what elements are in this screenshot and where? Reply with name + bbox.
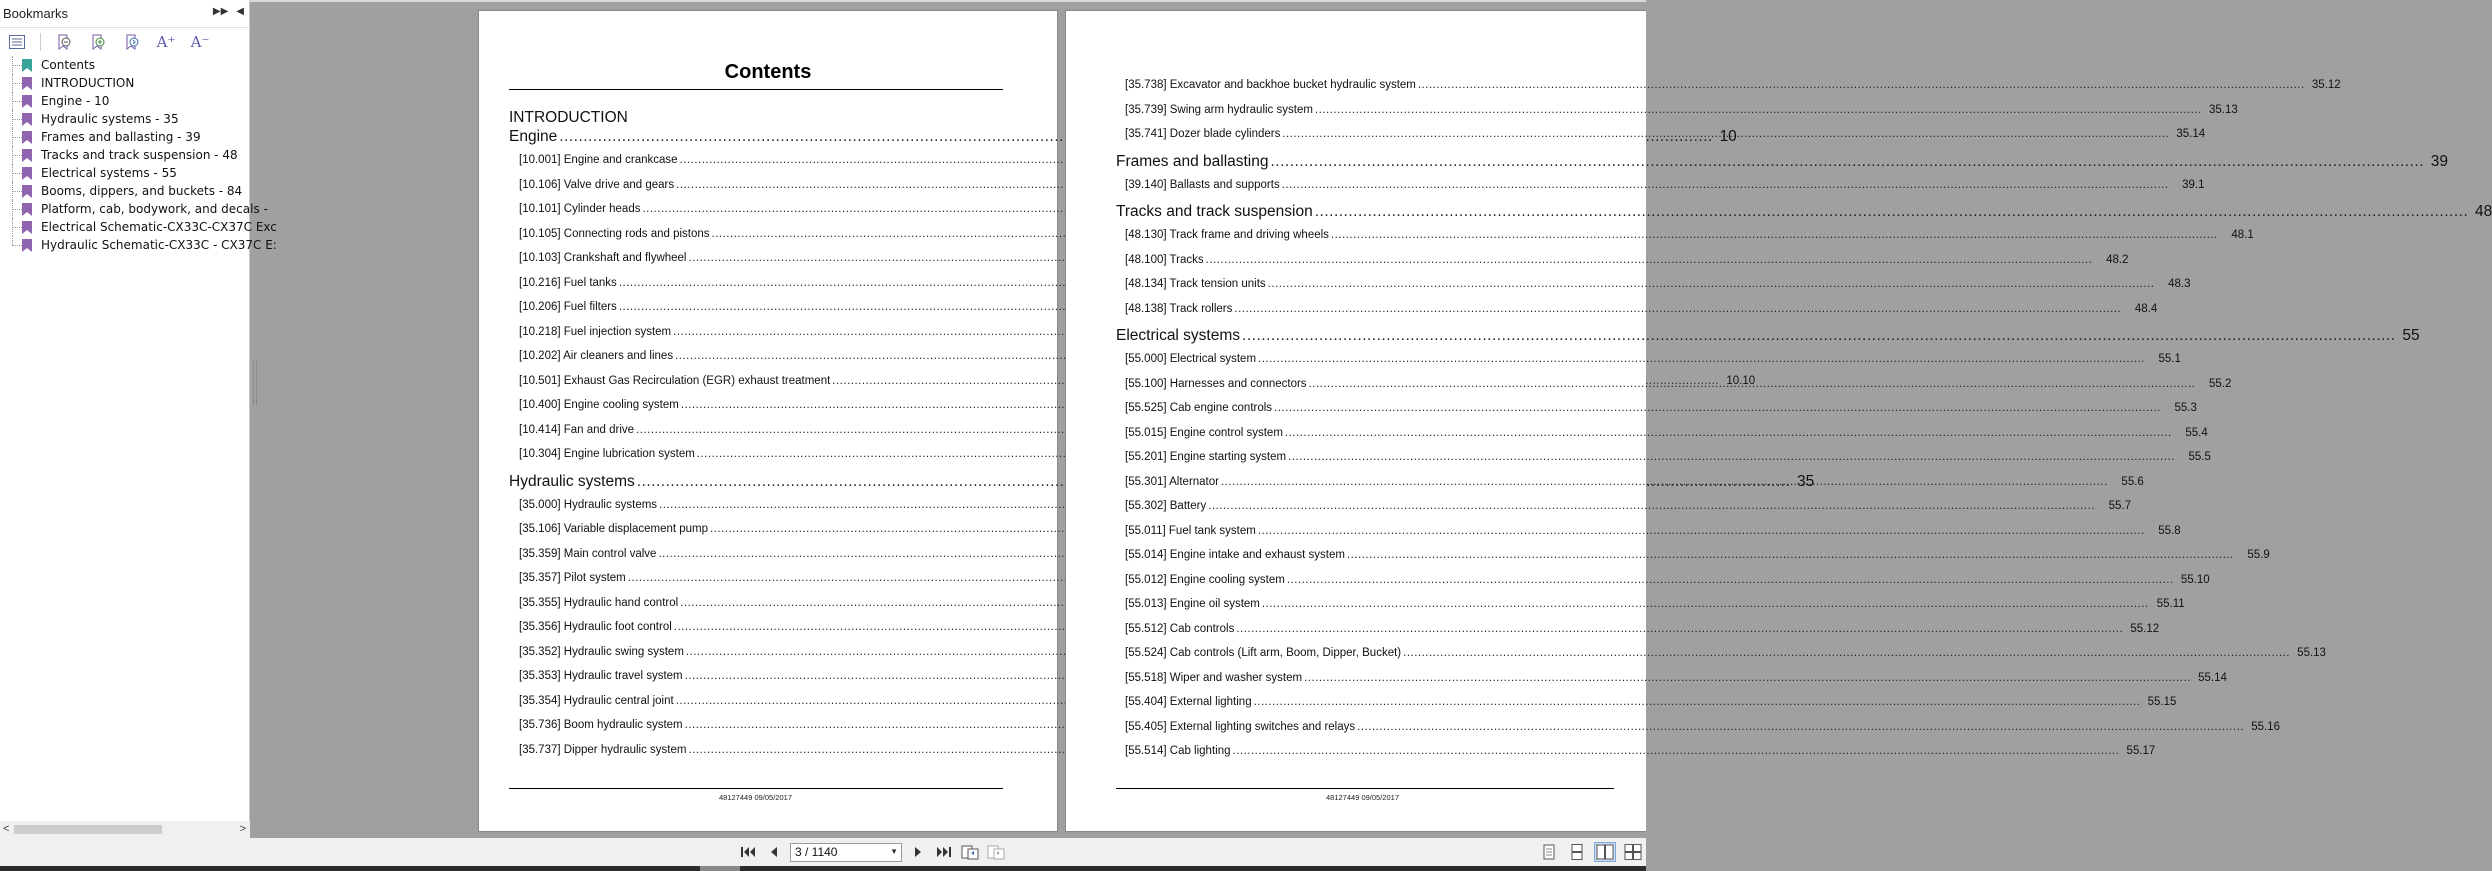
dot-leader bbox=[1288, 451, 2175, 463]
toc-subsection-entry[interactable] bbox=[1125, 720, 2280, 733]
bookmarks-horizontal-scrollbar[interactable] bbox=[0, 821, 250, 838]
toc-entry-text: [55.011] Fuel tank system bbox=[1125, 524, 1256, 537]
dot-leader bbox=[1271, 153, 2425, 171]
page-footer: 48127449 09/05/2017 bbox=[719, 793, 792, 802]
toc-entry-text: [35.359] Main control valve bbox=[519, 547, 657, 560]
dot-leader bbox=[1309, 378, 2196, 390]
toc-page-number: 55.8 bbox=[2158, 524, 2181, 537]
collapse-panel-icon[interactable]: ◀ bbox=[236, 6, 244, 17]
toc-subsection-entry[interactable] bbox=[1125, 178, 2205, 191]
toc-entry-text: [48.138] Track rollers bbox=[1125, 302, 1233, 315]
bookmark-label: Frames and ballasting - 39 bbox=[41, 130, 201, 144]
bookmark-item[interactable] bbox=[0, 164, 250, 182]
bookmark-label: Hydraulic Schematic-CX33C - CX37C E: bbox=[41, 238, 277, 252]
toc-page-number: 48.1 bbox=[2231, 229, 2254, 241]
tree-line bbox=[12, 137, 22, 138]
bookmark-item[interactable] bbox=[0, 128, 250, 146]
toc-page-number: 35.13 bbox=[2208, 103, 2238, 116]
toc-subsection-entry[interactable] bbox=[519, 572, 985, 584]
tree-line bbox=[12, 119, 22, 120]
toc-subsection-entry[interactable] bbox=[1125, 524, 2181, 537]
toc-subsection-entry[interactable] bbox=[519, 399, 985, 411]
toc-page-number: 55.11 bbox=[2156, 598, 2185, 610]
toc-entry-text: [35.357] Pilot system bbox=[519, 572, 626, 584]
toc-entry-text: [39.140] Ballasts and supports bbox=[1125, 178, 1280, 191]
first-page-icon[interactable] bbox=[738, 842, 758, 862]
title-rule bbox=[509, 89, 1003, 90]
toc-entry-text: [10.216] Fuel tanks bbox=[519, 276, 617, 289]
toc-subsection-entry[interactable] bbox=[519, 448, 985, 460]
toc-subsection-entry[interactable] bbox=[1125, 402, 2197, 414]
dot-leader bbox=[1315, 203, 2469, 221]
previous-view-icon[interactable] bbox=[960, 842, 980, 862]
bookmark-flag-icon bbox=[22, 95, 32, 108]
bookmark-flag-icon bbox=[22, 149, 32, 162]
toc-subsection-entry[interactable] bbox=[519, 646, 985, 658]
bookmark-goto-icon[interactable] bbox=[121, 31, 143, 53]
dot-leader bbox=[1285, 427, 2172, 439]
dot-leader bbox=[1331, 229, 2218, 241]
toc-entry-text: [55.525] Cab engine controls bbox=[1125, 402, 1273, 414]
toc-entry-text: [10.304] Engine lubrication system bbox=[519, 448, 695, 460]
toc-entry-text: Electrical systems bbox=[1116, 327, 1241, 344]
toc-entry-text: Tracks and track suspension bbox=[1116, 203, 1313, 220]
toc-section-entry[interactable] bbox=[1116, 203, 2492, 221]
next-page-icon[interactable] bbox=[908, 842, 928, 862]
dot-leader bbox=[1274, 402, 2161, 414]
toc-entry-text: [55.100] Harnesses and connectors bbox=[1125, 377, 1307, 390]
dot-leader bbox=[1282, 128, 2169, 140]
toc-page-number: 39 bbox=[2430, 152, 2449, 170]
toc-entry-text: [48.100] Tracks bbox=[1125, 253, 1204, 266]
dot-leader bbox=[1304, 672, 2191, 684]
toc-entry-text: [55.301] Alternator bbox=[1125, 475, 1219, 488]
toc-subsection-entry[interactable] bbox=[519, 154, 985, 166]
toc-entry-text: [10.101] Cylinder heads bbox=[519, 203, 641, 215]
bookmark-item[interactable] bbox=[0, 236, 277, 254]
bookmark-flag-icon bbox=[22, 59, 32, 72]
bookmark-item[interactable] bbox=[0, 56, 250, 74]
dot-leader bbox=[1206, 254, 2093, 266]
toc-subsection-entry[interactable] bbox=[519, 277, 985, 289]
dot-leader bbox=[1315, 104, 2202, 116]
bookmark-flag-icon bbox=[22, 77, 32, 90]
page-number-input[interactable] bbox=[790, 843, 902, 862]
continuous-facing-view-icon[interactable] bbox=[1622, 842, 1644, 862]
toc-entry-text: [55.404] External lighting bbox=[1125, 696, 1252, 708]
toc-page-number: 55.16 bbox=[2251, 720, 2280, 733]
footer-rule bbox=[1116, 788, 1614, 789]
toc-section-entry[interactable] bbox=[1116, 152, 2449, 171]
toc-entry-text: [35.739] Swing arm hydraulic system bbox=[1125, 103, 1313, 116]
toc-subsection-entry[interactable] bbox=[1125, 253, 2129, 266]
toc-page-number: 55.5 bbox=[2188, 451, 2211, 463]
tree-line bbox=[12, 227, 22, 228]
toc-page-number: 35.14 bbox=[2176, 128, 2206, 140]
toc-page-number: 55.10 bbox=[2180, 573, 2210, 586]
toc-entry-text: [55.514] Cab lighting bbox=[1125, 745, 1231, 757]
tree-line bbox=[12, 101, 22, 102]
toc-subsection-entry[interactable] bbox=[1125, 500, 2132, 512]
toc-page-number: 55.12 bbox=[2130, 622, 2160, 635]
toc-entry-text: [35.355] Hydraulic hand control bbox=[519, 596, 679, 609]
tree-line bbox=[12, 236, 13, 245]
dot-leader bbox=[1233, 745, 2120, 757]
bookmark-item[interactable] bbox=[0, 200, 268, 218]
toc-entry-text: [10.400] Engine cooling system bbox=[519, 399, 679, 411]
continuous-view-icon[interactable] bbox=[1566, 842, 1588, 862]
bookmarks-header bbox=[0, 0, 250, 28]
toc-page-number: 55.3 bbox=[2174, 402, 2197, 414]
toc-entry-text: Frames and ballasting bbox=[1116, 152, 1269, 170]
toc-entry-text: Engine bbox=[509, 128, 558, 145]
bookmark-item[interactable] bbox=[0, 74, 250, 92]
bookmark-label: INTRODUCTION bbox=[41, 76, 135, 90]
panel-splitter[interactable] bbox=[253, 360, 257, 405]
toc-page-number: 55.15 bbox=[2147, 696, 2177, 708]
toc-subsection-entry[interactable] bbox=[1125, 79, 2341, 91]
font-larger-icon[interactable]: A⁺ bbox=[156, 33, 176, 51]
toc-subsection-entry[interactable] bbox=[1125, 278, 2191, 290]
dot-leader bbox=[1208, 500, 2095, 512]
toc-subsection-entry[interactable] bbox=[519, 719, 985, 731]
dot-leader bbox=[1258, 353, 2145, 365]
toc-subsection-entry[interactable] bbox=[519, 499, 985, 511]
taskbar-strip bbox=[0, 866, 1646, 871]
toc-subsection-entry[interactable] bbox=[1125, 745, 2156, 757]
bookmark-remove-icon[interactable] bbox=[53, 31, 75, 53]
toc-subsection-entry[interactable] bbox=[519, 179, 985, 191]
bookmark-flag-icon bbox=[22, 113, 32, 126]
toc-entry-text: [55.014] Engine intake and exhaust system bbox=[1125, 549, 1345, 561]
toc-subsection-entry[interactable] bbox=[1125, 647, 2326, 659]
toc-subsection-entry[interactable] bbox=[1125, 598, 2185, 610]
toc-entry-text: [55.012] Engine cooling system bbox=[1125, 573, 1285, 586]
dot-leader bbox=[1262, 598, 2149, 610]
toc-entry-text: [35.354] Hydraulic central joint bbox=[519, 694, 674, 707]
toc-page-number: 48.2 bbox=[2106, 253, 2129, 266]
toc-page-number: 55.17 bbox=[2126, 745, 2156, 757]
bookmark-label: Engine - 10 bbox=[41, 94, 110, 108]
bookmark-flag-icon bbox=[22, 239, 32, 252]
toc-entry-text: [10.001] Engine and crankcase bbox=[519, 154, 678, 166]
toc-page-number: 48.3 bbox=[2168, 278, 2191, 290]
bookmark-label: Contents bbox=[41, 58, 95, 72]
dot-leader bbox=[1258, 525, 2145, 537]
toc-entry-text: [48.134] Track tension units bbox=[1125, 278, 1266, 290]
toc-subsection-entry[interactable] bbox=[1125, 451, 2211, 463]
toc-page-number: 10 bbox=[1719, 128, 1737, 145]
last-page-icon[interactable] bbox=[934, 842, 954, 862]
facing-view-icon[interactable] bbox=[1594, 842, 1616, 862]
toc-subsection-entry[interactable] bbox=[1125, 426, 2208, 439]
dot-leader bbox=[1254, 696, 2141, 708]
toc-subsection-entry[interactable] bbox=[1125, 696, 2177, 708]
footer-rule bbox=[509, 788, 1003, 789]
scrollbar-thumb[interactable] bbox=[14, 825, 162, 834]
toc-entry-text: [55.302] Battery bbox=[1125, 500, 1207, 512]
toc-entry-text: [10.106] Valve drive and gears bbox=[519, 178, 675, 191]
dot-leader bbox=[1268, 278, 2155, 290]
tree-line bbox=[12, 65, 22, 66]
bookmark-flag-icon bbox=[22, 131, 32, 144]
toc-subsection-entry[interactable] bbox=[1125, 549, 2270, 561]
scroll-left-icon[interactable]: < bbox=[3, 823, 10, 835]
bookmark-item[interactable] bbox=[0, 182, 250, 200]
toc-entry-text: [55.013] Engine oil system bbox=[1125, 598, 1260, 610]
toc-entry-text: [10.218] Fuel injection system bbox=[519, 325, 672, 338]
bookmark-flag-icon bbox=[22, 203, 32, 216]
bookmark-item[interactable] bbox=[0, 92, 250, 110]
toc-introduction-entry[interactable]: INTRODUCTION bbox=[509, 109, 628, 126]
chevron-down-icon[interactable]: ▼ bbox=[890, 846, 898, 856]
toc-entry-text: [35.741] Dozer blade cylinders bbox=[1125, 128, 1281, 140]
toc-entry-text: [10.414] Fan and drive bbox=[519, 423, 635, 436]
font-smaller-icon[interactable]: A⁻ bbox=[190, 33, 210, 51]
tree-line bbox=[12, 191, 22, 192]
toc-subsection-entry[interactable] bbox=[519, 548, 985, 560]
bookmark-tree bbox=[0, 56, 277, 816]
bookmark-label: Electrical systems - 55 bbox=[41, 166, 177, 180]
toc-subsection-entry[interactable] bbox=[1125, 103, 2238, 116]
toc-entry-text: [10.501] Exhaust Gas Recirculation (EGR) exhaust treatment bbox=[519, 374, 831, 387]
toc-page-number: 55.1 bbox=[2158, 353, 2181, 365]
scroll-right-icon[interactable]: > bbox=[239, 823, 246, 835]
toc-entry-text: [10.206] Fuel filters bbox=[519, 301, 617, 313]
bookmarks-toolbar bbox=[0, 28, 250, 56]
tree-line bbox=[12, 173, 22, 174]
toc-entry-text: [48.130] Track frame and driving wheels bbox=[1125, 229, 1329, 241]
toc-page-number: 55.6 bbox=[2121, 475, 2144, 488]
toc-entry-text: [55.524] Cab controls (Lift arm, Boom, Dipper, Bucket) bbox=[1125, 647, 1402, 659]
toc-page-number: 39.1 bbox=[2182, 178, 2205, 191]
tree-line bbox=[12, 245, 22, 246]
next-view-icon[interactable] bbox=[986, 842, 1006, 862]
toc-page-number: 55.14 bbox=[2198, 671, 2227, 684]
toc-subsection-entry[interactable] bbox=[519, 597, 985, 609]
toc-subsection-entry[interactable] bbox=[519, 301, 985, 313]
toc-page-number: 55 bbox=[2402, 327, 2420, 344]
dot-leader bbox=[1234, 303, 2121, 315]
toc-entry-text: [10.103] Crankshaft and flywheel bbox=[519, 252, 687, 264]
page-title: Contents bbox=[724, 61, 812, 83]
toc-subsection-entry[interactable] bbox=[1125, 671, 2227, 684]
toc-entry-text: [35.000] Hydraulic systems bbox=[519, 498, 658, 511]
bookmark-item[interactable] bbox=[0, 146, 250, 164]
toc-entry-text: [55.512] Cab controls bbox=[1125, 622, 1235, 635]
toc-entry-text: [35.737] Dipper hydraulic system bbox=[519, 743, 687, 756]
dot-leader bbox=[1357, 721, 2244, 733]
bookmark-label: Tracks and track suspension - 48 bbox=[41, 148, 238, 162]
toc-entry-text: [10.105] Connecting rods and pistons bbox=[519, 227, 710, 240]
dot-leader bbox=[1242, 327, 2396, 345]
bookmark-flag-icon bbox=[22, 221, 32, 234]
toc-subsection-entry[interactable] bbox=[519, 326, 985, 338]
toc-entry-text: [10.202] Air cleaners and lines bbox=[519, 350, 674, 362]
tree-line bbox=[12, 155, 22, 156]
bookmark-flag-icon bbox=[22, 167, 32, 180]
toc-page-number: 48 bbox=[2475, 203, 2492, 220]
toc-entry-text: [55.405] External lighting switches and relays bbox=[1125, 720, 1356, 733]
bookmark-label: Electrical Schematic-CX33C-CX37C Exc bbox=[41, 220, 277, 234]
toc-subsection-entry[interactable] bbox=[519, 744, 985, 756]
bookmarks-panel bbox=[0, 0, 277, 842]
bookmark-label: Hydraulic systems - 35 bbox=[41, 112, 179, 126]
dot-leader bbox=[1282, 179, 2169, 191]
toc-entry-text: Hydraulic systems bbox=[509, 472, 635, 490]
toc-page-number: 55.9 bbox=[2247, 549, 2270, 561]
dot-leader bbox=[1347, 549, 2234, 561]
toc-section-entry[interactable] bbox=[1116, 327, 2420, 345]
dot-leader bbox=[1287, 574, 2174, 586]
tree-line bbox=[12, 209, 22, 210]
toc-page-number: 55.4 bbox=[2185, 426, 2208, 439]
previous-page-icon[interactable] bbox=[764, 842, 784, 862]
toc-page-number: 55.13 bbox=[2297, 647, 2326, 659]
toc-subsection-entry[interactable] bbox=[1125, 353, 2181, 365]
toc-entry-text: [55.518] Wiper and washer system bbox=[1125, 671, 1303, 684]
toc-entry-text: [55.000] Electrical system bbox=[1125, 353, 1257, 365]
bookmark-label: Booms, dippers, and buckets - 84 bbox=[41, 184, 243, 198]
toc-subsection-entry[interactable] bbox=[519, 424, 985, 436]
tab-strip bbox=[250, 0, 1646, 2]
toc-entry-text: [35.352] Hydraulic swing system bbox=[519, 645, 684, 658]
navigation-bar bbox=[0, 838, 1646, 866]
toc-entry-text: [55.015] Engine control system bbox=[1125, 426, 1283, 439]
dot-leader bbox=[1403, 647, 2290, 659]
dot-leader bbox=[1221, 476, 2108, 488]
single-page-view-icon[interactable] bbox=[1538, 842, 1560, 862]
toc-page-number: 35 bbox=[1797, 472, 1815, 490]
tree-line bbox=[12, 83, 22, 84]
expand-panel-icon[interactable]: ▶▶ bbox=[212, 6, 229, 17]
toc-entry-text: [35.356] Hydraulic foot control bbox=[519, 621, 672, 633]
toc-subsection-entry[interactable] bbox=[519, 203, 985, 215]
toc-subsection-entry[interactable] bbox=[519, 695, 985, 707]
toc-page-number: 55.2 bbox=[2209, 377, 2232, 390]
dot-leader bbox=[1236, 623, 2123, 635]
toc-subsection-entry[interactable] bbox=[1125, 229, 2254, 241]
toc-entry-text: [55.201] Engine starting system bbox=[1125, 451, 1287, 463]
toc-entry-text: [35.736] Boom hydraulic system bbox=[519, 719, 683, 731]
toc-page-number: 35.12 bbox=[2311, 79, 2341, 91]
toc-entry-text: [35.106] Variable displacement pump bbox=[519, 523, 709, 535]
bookmark-add-icon[interactable] bbox=[87, 31, 109, 53]
page-footer: 48127449 09/05/2017 bbox=[1326, 793, 1399, 802]
toc-page-number: 10.10 bbox=[1726, 374, 1756, 387]
toc-page-number: 55.7 bbox=[2108, 500, 2132, 512]
toc-entry-text: [35.738] Excavator and backhoe bucket hydraulic system bbox=[1125, 79, 1416, 91]
toc-subsection-entry[interactable] bbox=[519, 350, 985, 362]
dot-leader bbox=[1418, 79, 2305, 91]
bookmark-options-icon[interactable] bbox=[6, 31, 28, 53]
bookmark-item[interactable] bbox=[0, 110, 250, 128]
toc-entry-text: [35.353] Hydraulic travel system bbox=[519, 670, 683, 682]
bookmark-item[interactable] bbox=[0, 218, 277, 236]
toc-subsection-entry[interactable] bbox=[519, 228, 985, 240]
toc-subsection-entry[interactable] bbox=[1125, 622, 2160, 635]
page-number-value[interactable]: 3 / 1140 bbox=[795, 845, 838, 859]
toc-subsection-entry[interactable] bbox=[519, 523, 985, 535]
toc-subsection-entry[interactable] bbox=[1125, 302, 2158, 315]
bookmarks-title: Bookmarks bbox=[3, 6, 69, 21]
bookmark-flag-icon bbox=[22, 185, 32, 198]
toc-page-number: 48.4 bbox=[2134, 302, 2158, 315]
toc-subsection-entry[interactable] bbox=[1125, 573, 2210, 586]
toc-subsection-entry[interactable] bbox=[519, 252, 985, 264]
toc-subsection-entry[interactable] bbox=[519, 621, 985, 633]
bookmark-label: Platform, cab, bodywork, and decals - bbox=[41, 202, 268, 216]
toc-subsection-entry[interactable] bbox=[519, 670, 985, 682]
